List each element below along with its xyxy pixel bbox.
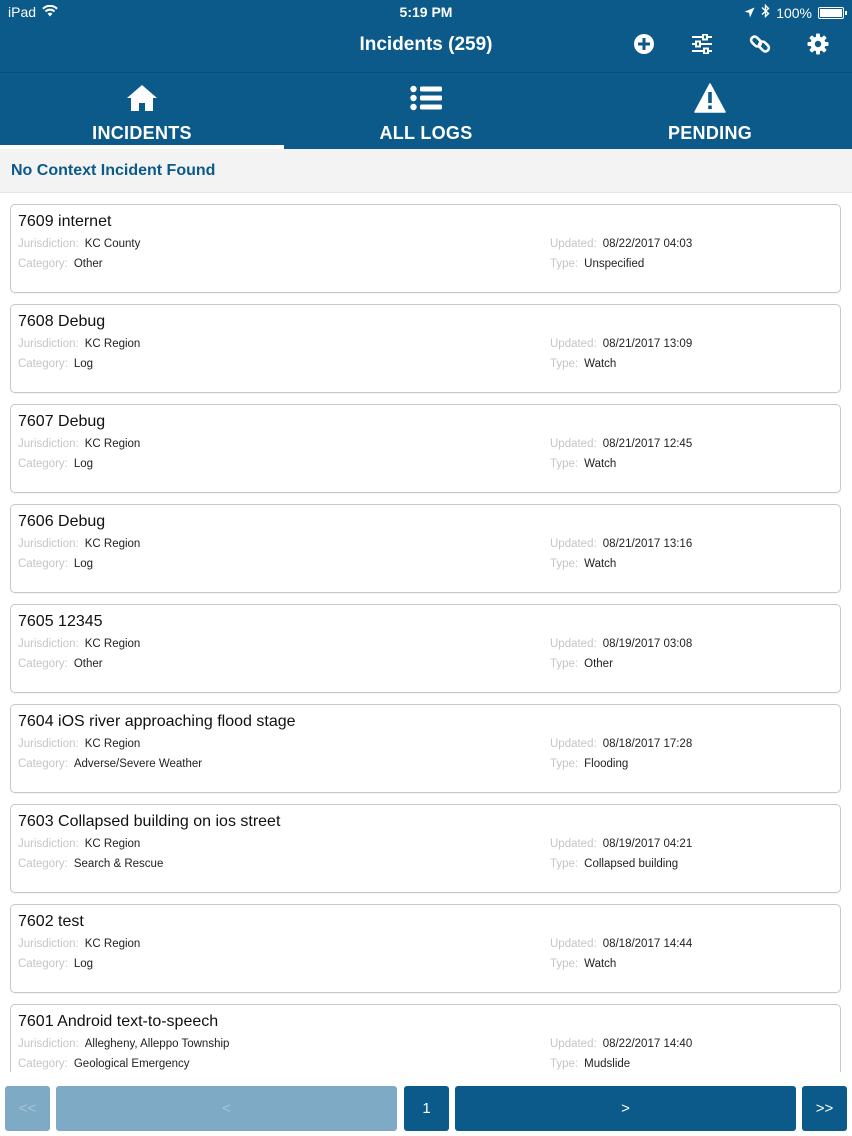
- jurisdiction-value: KC Region: [84, 438, 141, 450]
- updated-value: 08/21/2017 13:16: [602, 538, 693, 550]
- category-label: Category:: [18, 758, 68, 770]
- tab-pending[interactable]: [568, 73, 852, 149]
- type-label: Type:: [550, 758, 579, 770]
- jurisdiction-value: KC Region: [84, 938, 141, 950]
- jurisdiction-value: KC Region: [84, 638, 141, 650]
- incident-title: 7606 Debug: [18, 513, 106, 530]
- incident-card[interactable]: [10, 704, 841, 793]
- incident-title: 7601 Android text-to-speech: [18, 1013, 219, 1030]
- type-value: Mudslide: [584, 1058, 631, 1070]
- pagination: [0, 1086, 852, 1132]
- updated-label: Updated:: [550, 538, 597, 550]
- bluetooth-icon: [761, 4, 770, 21]
- incident-title: 7607 Debug: [18, 413, 106, 430]
- category-label: Category:: [18, 958, 68, 970]
- current-page-indicator[interactable]: 1: [404, 1086, 449, 1131]
- updated-value: 08/22/2017 04:03: [602, 238, 693, 250]
- app-header: [0, 0, 852, 149]
- tab-label: ALL LOGS: [379, 123, 473, 143]
- status-time: 5:19 PM: [399, 4, 453, 20]
- updated-value: 08/19/2017 03:08: [602, 638, 693, 650]
- updated-value: 08/21/2017 13:09: [602, 338, 693, 350]
- updated-label: Updated:: [550, 638, 597, 650]
- category-label: Category:: [18, 258, 68, 270]
- tab-label: INCIDENTS: [92, 123, 192, 143]
- battery-icon: [818, 7, 844, 19]
- jurisdiction-label: Jurisdiction:: [18, 738, 79, 750]
- updated-value: 08/19/2017 04:21: [602, 838, 693, 850]
- type-label: Type:: [550, 1058, 579, 1070]
- type-label: Type:: [550, 558, 579, 570]
- type-value: Watch: [584, 558, 617, 570]
- category-value: Geological Emergency: [73, 1058, 190, 1070]
- battery-percent: 100%: [776, 4, 812, 21]
- updated-value: 08/22/2017 14:40: [602, 1038, 693, 1050]
- category-value: Log: [73, 358, 94, 370]
- page-title: Incidents (259): [359, 34, 493, 55]
- jurisdiction-value: KC Region: [84, 538, 141, 550]
- updated-label: Updated:: [550, 438, 597, 450]
- jurisdiction-value: KC Region: [84, 338, 141, 350]
- jurisdiction-label: Jurisdiction:: [18, 838, 79, 850]
- filter-button[interactable]: [690, 34, 714, 58]
- updated-label: Updated:: [550, 938, 597, 950]
- incident-list[interactable]: [10, 204, 841, 1072]
- list-icon: [410, 81, 442, 115]
- tab-all-logs[interactable]: [284, 73, 568, 149]
- type-value: Watch: [584, 958, 617, 970]
- type-label: Type:: [550, 258, 579, 270]
- category-value: Other: [73, 658, 103, 670]
- home-icon: [126, 81, 158, 115]
- status-bar: [0, 0, 852, 24]
- previous-page-button[interactable]: <: [56, 1086, 397, 1131]
- incident-card[interactable]: [10, 204, 841, 293]
- link-icon: [749, 33, 771, 60]
- updated-value: 08/18/2017 14:44: [602, 938, 693, 950]
- jurisdiction-label: Jurisdiction:: [18, 938, 79, 950]
- category-label: Category:: [18, 458, 68, 470]
- context-banner: [0, 149, 852, 193]
- warning-icon: [694, 81, 726, 115]
- add-circle-icon: [633, 33, 655, 60]
- tab-label: PENDING: [667, 123, 753, 143]
- jurisdiction-label: Jurisdiction:: [18, 1038, 79, 1050]
- jurisdiction-label: Jurisdiction:: [18, 238, 79, 250]
- type-value: Watch: [584, 358, 617, 370]
- updated-label: Updated:: [550, 838, 597, 850]
- incident-card[interactable]: [10, 804, 841, 893]
- category-value: Log: [73, 458, 94, 470]
- device-name: iPad: [8, 4, 37, 20]
- category-value: Search & Rescue: [73, 858, 164, 870]
- category-label: Category:: [18, 658, 68, 670]
- updated-label: Updated:: [550, 238, 597, 250]
- type-label: Type:: [550, 958, 579, 970]
- updated-value: 08/18/2017 17:28: [602, 738, 693, 750]
- type-value: Collapsed building: [584, 858, 679, 870]
- incident-card[interactable]: [10, 304, 841, 393]
- category-value: Log: [73, 558, 94, 570]
- category-value: Other: [73, 258, 103, 270]
- jurisdiction-label: Jurisdiction:: [18, 538, 79, 550]
- tab-incidents[interactable]: [0, 73, 284, 149]
- type-value: Other: [584, 658, 613, 670]
- link-button[interactable]: [748, 34, 772, 58]
- sliders-icon: [691, 34, 713, 59]
- jurisdiction-label: Jurisdiction:: [18, 638, 79, 650]
- next-page-button[interactable]: >: [455, 1086, 796, 1131]
- location-icon: [744, 5, 755, 21]
- settings-button[interactable]: [806, 34, 830, 58]
- jurisdiction-label: Jurisdiction:: [18, 438, 79, 450]
- context-banner-text: No Context Incident Found: [11, 162, 216, 179]
- incident-title: 7608 Debug: [18, 313, 106, 330]
- type-label: Type:: [550, 658, 579, 670]
- updated-label: Updated:: [550, 738, 597, 750]
- category-value: Log: [73, 958, 94, 970]
- jurisdiction-value: KC Region: [84, 738, 141, 750]
- incident-card[interactable]: [10, 604, 841, 693]
- type-value: Flooding: [584, 758, 629, 770]
- tab-bar: [0, 72, 852, 149]
- incident-title: 7602 test: [18, 913, 84, 930]
- type-label: Type:: [550, 458, 579, 470]
- last-page-button[interactable]: >>: [802, 1086, 847, 1131]
- add-incident-button[interactable]: [632, 34, 656, 58]
- incident-card[interactable]: [10, 404, 841, 493]
- category-label: Category:: [18, 358, 68, 370]
- incident-title: 7609 internet: [18, 213, 112, 230]
- incident-card[interactable]: [10, 504, 841, 593]
- updated-label: Updated:: [550, 1038, 597, 1050]
- type-value: Watch: [584, 458, 617, 470]
- incident-title: 7604 iOS river approaching flood stage: [18, 713, 296, 730]
- incident-title: 7605 12345: [18, 613, 103, 630]
- jurisdiction-value: KC County: [84, 238, 141, 250]
- updated-label: Updated:: [550, 338, 597, 350]
- updated-value: 08/21/2017 12:45: [602, 438, 693, 450]
- category-label: Category:: [18, 858, 68, 870]
- gear-icon: [807, 33, 829, 60]
- type-value: Unspecified: [584, 258, 645, 270]
- jurisdiction-label: Jurisdiction:: [18, 338, 79, 350]
- jurisdiction-value: Allegheny, Alleppo Township: [84, 1038, 230, 1050]
- type-label: Type:: [550, 858, 579, 870]
- incident-card[interactable]: [10, 1004, 841, 1072]
- incident-title: 7603 Collapsed building on ios street: [18, 813, 281, 830]
- category-label: Category:: [18, 1058, 68, 1070]
- jurisdiction-value: KC Region: [84, 838, 141, 850]
- incident-card[interactable]: [10, 904, 841, 993]
- category-label: Category:: [18, 558, 68, 570]
- category-value: Adverse/Severe Weather: [73, 758, 203, 770]
- type-label: Type:: [550, 358, 579, 370]
- first-page-button[interactable]: <<: [5, 1086, 50, 1131]
